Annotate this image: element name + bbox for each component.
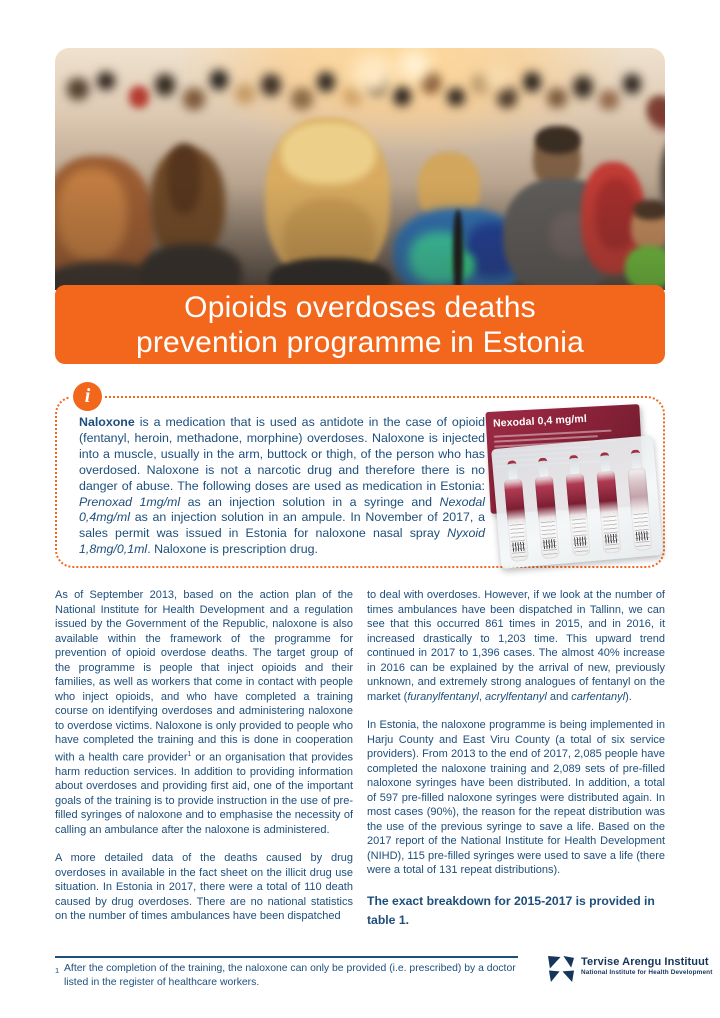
logo-name: Tervise Arengu Instituut: [581, 956, 709, 968]
table-reference-note: The exact breakdown for 2015-2017 is provided in table 1.: [367, 893, 655, 927]
drug-name-prenoxad: Prenoxad 1mg/ml: [79, 494, 181, 509]
ampoule-blister-pack: [491, 435, 663, 569]
medication-package-photo: [484, 400, 662, 564]
footnote-marker: 1: [55, 966, 60, 975]
paragraph-4: In Estonia, the naloxone programme is being implemented in Harju County and East Viru County (a total of six service providers). From 2013 to the end of 2017, 2,085 people have completed the naloxone training and 2,089 sets of pre-filled naloxone syringes have been distributed. In addition, a total of 597 pre-filled naloxone syringes were distributed again. In most cases (90%), the reason for the repeat distribution was the use of the previous syringe to save a life. Based on the 2017 report of the National Institute for Health Development (NIHD), 115 pre-filled syringes were used to save a life (there were a total of 131 repeat distributions).: [367, 719, 665, 876]
ampoule: [591, 451, 626, 554]
paragraph-3: to deal with overdoses. However, if we look at the number of times ambulances have been dispatched in Tallinn, we can see that this occurred 861 times in 2015, and in 2016, it increased drastically to 1,203 time. This upward trend continued in 2017 to 1,396 cases. The almost 40% increase in 2016 can be explained by the arrival of new, previously unknown, and extremely strong analogues of fentanyl on the market (furanylfentanyl, acrylfentanyl and carfentanyl).: [367, 589, 665, 703]
info-box: [55, 396, 665, 568]
logo-subtitle: National Institute for Health Development: [581, 969, 713, 976]
nihd-logo: [548, 956, 713, 983]
title-banner: [55, 285, 665, 364]
footnote-reference: 1: [187, 750, 192, 758]
info-lead-word: Naloxone: [79, 415, 135, 429]
info-box-text: Naloxone is a medication that is used as antidote in the case of opioid (fentanyl, heroin, methadone, morphine) overdoses. Naloxone is injected into a muscle, usually in the arm, buttock or thigh, of the person who has overdosed. Naloxone is not a narcotic drug and therefore there is no danger of abuse. The following doses are used as medication in Estonia: Prenoxad 1mg/ml as an injection solution in a syringe and Nexodal 0,4mg/ml as an injection solution in an ampule. In November of 2017, a sales permit was issued in Estonia for naloxone nasal spray Nyxoid 1,8mg/0,1ml. Naloxone is prescription drug.: [79, 415, 486, 557]
drug-name-nexodal: Nexodal 0,4mg/ml: [79, 494, 486, 525]
ampoule: [529, 457, 564, 560]
photo-vignette: [55, 48, 665, 290]
info-icon: i: [73, 382, 102, 411]
crowd-photo: [55, 48, 665, 290]
ampoule: [622, 449, 657, 552]
nexodal-box-label: Nexodal 0,4 mg/ml: [492, 412, 588, 430]
page-title-line2: prevention programme in Estonia: [135, 325, 585, 359]
footnote: 1 After the completion of the training, the naloxone can only be provided (i.e. prescribed) by a doctor listed in the register of healthcare workers.: [55, 963, 516, 988]
paragraph-1: As of September 2013, based on the action plan of the National Institute for Health Development and a regulation issued by the Government of the Republic, naloxone is also available within the framework of the programme for prevention of opioid overdose deaths. The target group of the programme is people that inject opioids and their families, as well as workers that come in contact with people who inject opioids, and who have completed a training course on identifying overdoses and administering naloxone to overdose victims. Naloxone is only provided to people who have completed the training and this is done in cooperation with a health care provider$^1$ or an organisation that provides harm reduction services. In addition to providing information about overdoses and providing first aid, one of the important goals of the training is to provide instruction in the use of pre-filled syringes of naloxone and to emphasise the necessity of calling an ambulance after the naloxone is administered.: [55, 589, 354, 836]
drug-name-nyxoid: Nyxoid 1,8mg/0,1ml: [79, 526, 485, 557]
nihd-logo-icon: [548, 956, 575, 983]
ampoule: [498, 459, 533, 562]
left-text-column: [55, 588, 353, 938]
page-title-line1: Opioids overdoses deaths: [184, 290, 536, 324]
paragraph-2: A more detailed data of the deaths caused by drug overdoses in available in the fact sheet on the illicit drug use situation. In Estonia in 2017, there were a total of 110 death caused by drug overdoses. There are no national statistics on the number of times ambulances have been dispatched: [55, 852, 353, 923]
right-text-column: [367, 588, 665, 944]
footnote-divider: [55, 956, 518, 958]
ampoule: [560, 454, 595, 557]
